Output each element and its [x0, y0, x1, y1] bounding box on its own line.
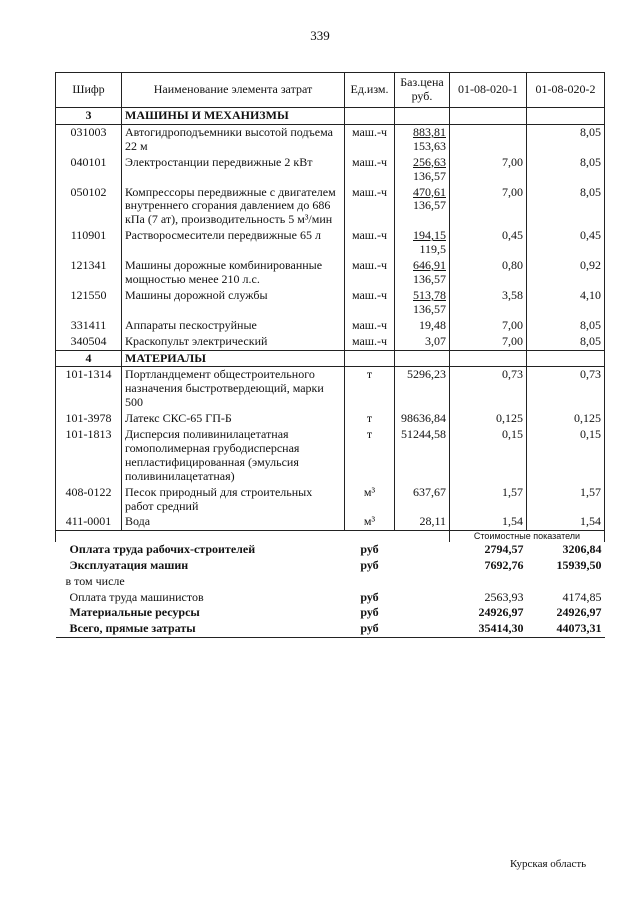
table-row — [56, 124, 605, 154]
row-unit: м³ — [345, 485, 395, 515]
row-value-1: 0,73 — [450, 367, 527, 411]
summary-unit — [345, 574, 395, 590]
header-code: Шифр — [56, 73, 122, 108]
price-main: 470,61 — [413, 184, 446, 199]
empty-cell — [450, 350, 527, 367]
header-price: Баз.цена руб. — [395, 73, 450, 108]
summary-name: Материальные ресурсы — [69, 605, 200, 620]
row-code: 050102 — [56, 185, 122, 229]
summary-value-2: 3206,84 — [562, 541, 602, 556]
row-value-1 — [450, 124, 527, 154]
row-value-2: 8,05 — [527, 124, 605, 154]
row-price — [395, 427, 450, 485]
empty-cell — [56, 531, 450, 542]
price-labor: 136,57 — [413, 271, 446, 286]
empty-cell — [395, 350, 450, 367]
summary-value-1 — [450, 574, 527, 590]
summary-value-2: 44073,31 — [527, 621, 605, 637]
row-code: 110901 — [56, 228, 122, 258]
row-value-1: 0,15 — [450, 427, 527, 485]
section-title: МАТЕРИАЛЫ — [122, 350, 345, 367]
header-col1: 01-08-020-1 — [450, 73, 527, 108]
row-name: Аппараты пескоструйные — [122, 318, 345, 334]
row-name: Машины дорожной службы — [122, 288, 345, 318]
row-code: 121550 — [56, 288, 122, 318]
summary-name: Эксплуатация машин — [69, 557, 189, 572]
row-value-2: 0,15 — [527, 427, 605, 485]
price-main: 637,67 — [413, 484, 446, 499]
empty-cell — [395, 558, 450, 574]
row-name: Латекс СКС-65 ГП-Б — [122, 411, 345, 427]
row-unit: маш.-ч — [345, 318, 395, 334]
row-code: 040101 — [56, 155, 122, 185]
table-row — [56, 185, 605, 229]
price-main: 51244,58 — [401, 427, 446, 442]
row-unit: т — [345, 427, 395, 485]
summary-value-1: 2563,93 — [484, 589, 524, 604]
price-main: 98636,84 — [401, 411, 446, 426]
row-unit: т — [345, 367, 395, 411]
summary-unit: руб — [360, 605, 379, 620]
summary-name: Всего, прямые затраты — [56, 621, 345, 637]
row-value-1: 7,00 — [450, 318, 527, 334]
row-price — [395, 185, 450, 229]
summary-row — [56, 621, 605, 637]
row-unit: маш.-ч — [345, 185, 395, 229]
cost-note: Стоимостные показатели — [450, 531, 605, 542]
empty-cell — [345, 108, 395, 125]
row-value-1: 7,00 — [450, 155, 527, 185]
summary-unit: руб — [360, 557, 379, 572]
summary-name: Оплата труда рабочих-строителей — [69, 541, 256, 556]
price-main: 646,91 — [413, 258, 446, 273]
summary-name: Оплата труда машинистов — [69, 589, 204, 604]
summary-row — [56, 542, 605, 558]
row-code: 411-0001 — [56, 514, 122, 530]
price-main: 883,81 — [413, 124, 446, 139]
summary-row — [56, 590, 605, 606]
table-row — [56, 258, 605, 288]
price-labor: 136,57 — [413, 168, 446, 183]
row-value-2: 0,92 — [527, 258, 605, 288]
empty-cell — [527, 108, 605, 125]
section-row — [56, 350, 605, 367]
table-row — [56, 334, 605, 350]
price-main: 3,07 — [425, 333, 446, 348]
row-name: Компрессоры передвижные с двигателем внутреннего сгорания давлением до 686 кПа (7 ат), производительность 5 м³/мин — [122, 185, 345, 229]
table-row — [56, 288, 605, 318]
row-price — [395, 258, 450, 288]
cost-note-row — [56, 531, 605, 542]
summary-value-2: 15939,50 — [556, 557, 602, 572]
row-value-1: 0,125 — [450, 411, 527, 427]
row-value-2: 1,57 — [527, 485, 605, 515]
section-row — [56, 108, 605, 125]
row-name: Автогидроподъемники высотой подъема 22 м — [122, 124, 345, 154]
empty-cell — [527, 350, 605, 367]
row-unit: т — [345, 411, 395, 427]
row-value-1: 0,80 — [450, 258, 527, 288]
row-value-1: 7,00 — [450, 185, 527, 229]
row-unit: маш.-ч — [345, 124, 395, 154]
row-value-2: 8,05 — [527, 334, 605, 350]
price-main: 5296,23 — [407, 367, 446, 382]
table-row — [56, 411, 605, 427]
row-price — [395, 514, 450, 530]
row-value-1: 1,57 — [450, 485, 527, 515]
summary-name: в том числе — [65, 573, 125, 588]
empty-cell — [345, 350, 395, 367]
row-price — [395, 288, 450, 318]
row-value-1: 3,58 — [450, 288, 527, 318]
footer-region: Курская область — [510, 858, 587, 870]
row-value-2: 8,05 — [527, 318, 605, 334]
price-main: 19,48 — [419, 317, 446, 332]
row-unit: маш.-ч — [345, 228, 395, 258]
table-row — [56, 367, 605, 411]
row-value-2: 0,45 — [527, 228, 605, 258]
summary-row — [56, 558, 605, 574]
row-code: 408-0122 — [56, 485, 122, 515]
header-col2: 01-08-020-2 — [527, 73, 605, 108]
row-price — [395, 318, 450, 334]
page-number: 339 — [310, 28, 330, 43]
row-code: 340504 — [56, 334, 122, 350]
summary-value-1: 7692,76 — [484, 557, 524, 572]
summary-value-1: 35414,30 — [450, 621, 527, 637]
row-value-2: 0,73 — [527, 367, 605, 411]
row-code: 331411 — [56, 318, 122, 334]
row-unit: маш.-ч — [345, 155, 395, 185]
summary-value-1: 24926,97 — [478, 605, 524, 620]
row-name: Машины дорожные комбинированные мощностью менее 210 л.с. — [122, 258, 345, 288]
price-main: 28,11 — [419, 514, 446, 529]
price-labor: 153,63 — [413, 138, 446, 153]
row-name: Песок природный для строительных работ средний — [122, 485, 345, 515]
table-row — [56, 155, 605, 185]
summary-unit: руб — [345, 621, 395, 637]
summary-value-2 — [527, 574, 605, 590]
row-code: 101-1314 — [56, 367, 122, 411]
row-name: Растворосмесители передвижные 65 л — [122, 228, 345, 258]
empty-cell — [395, 542, 450, 558]
row-unit: маш.-ч — [345, 288, 395, 318]
row-value-1: 0,45 — [450, 228, 527, 258]
empty-cell — [395, 590, 450, 606]
empty-cell — [395, 108, 450, 125]
row-value-2: 8,05 — [527, 155, 605, 185]
row-price — [395, 228, 450, 258]
summary-row — [56, 574, 605, 590]
row-name: Электростанции передвижные 2 кВт — [122, 155, 345, 185]
section-title: МАШИНЫ И МЕХАНИЗМЫ — [122, 108, 345, 125]
row-price — [395, 367, 450, 411]
section-code: 3 — [56, 108, 122, 125]
empty-cell — [450, 108, 527, 125]
table-row — [56, 228, 605, 258]
row-code: 031003 — [56, 124, 122, 154]
row-price — [395, 411, 450, 427]
section-code: 4 — [56, 350, 122, 367]
summary-value-1: 2794,57 — [484, 541, 524, 556]
header-unit: Ед.изм. — [345, 73, 395, 108]
row-price — [395, 334, 450, 350]
row-unit: м³ — [345, 514, 395, 530]
row-name: Вода — [122, 514, 345, 530]
row-value-2: 4,10 — [527, 288, 605, 318]
row-price — [395, 155, 450, 185]
empty-cell — [395, 574, 450, 590]
row-value-2: 8,05 — [527, 185, 605, 229]
table-header — [56, 73, 605, 108]
row-value-2: 1,54 — [527, 514, 605, 530]
row-price — [395, 124, 450, 154]
summary-unit: руб — [360, 541, 379, 556]
price-main: 256,63 — [413, 154, 446, 169]
row-code: 101-1813 — [56, 427, 122, 485]
row-price — [395, 485, 450, 515]
table-row — [56, 485, 605, 515]
empty-cell — [395, 605, 450, 621]
header-name: Наименование элемента затрат — [122, 73, 345, 108]
row-code: 101-3978 — [56, 411, 122, 427]
row-name: Дисперсия поливинилацетатная гомополимерная грубодисперсная непластифицированная (эмульсия поливинилацетатная) — [122, 427, 345, 485]
summary-value-2: 24926,97 — [556, 605, 602, 620]
row-unit: маш.-ч — [345, 258, 395, 288]
row-name: Портландцемент общестроительного назначения быстротвердеющий, марки 500 — [122, 367, 345, 411]
row-name: Краскопульт электрический — [122, 334, 345, 350]
summary-unit: руб — [360, 589, 379, 604]
price-main: 194,15 — [413, 228, 446, 243]
table-row — [56, 318, 605, 334]
row-unit: маш.-ч — [345, 334, 395, 350]
row-value-2: 0,125 — [527, 411, 605, 427]
table-row — [56, 427, 605, 485]
row-value-1: 7,00 — [450, 334, 527, 350]
empty-cell — [395, 621, 450, 637]
table-row — [56, 514, 605, 530]
table-body — [56, 108, 605, 638]
price-labor: 136,57 — [413, 301, 446, 316]
price-labor: 136,57 — [413, 198, 446, 213]
cost-table — [55, 72, 605, 638]
row-value-1: 1,54 — [450, 514, 527, 530]
row-code: 121341 — [56, 258, 122, 288]
summary-row — [56, 605, 605, 621]
summary-value-2: 4174,85 — [562, 589, 602, 604]
price-labor: 119,5 — [419, 242, 446, 257]
price-main: 513,78 — [413, 287, 446, 302]
